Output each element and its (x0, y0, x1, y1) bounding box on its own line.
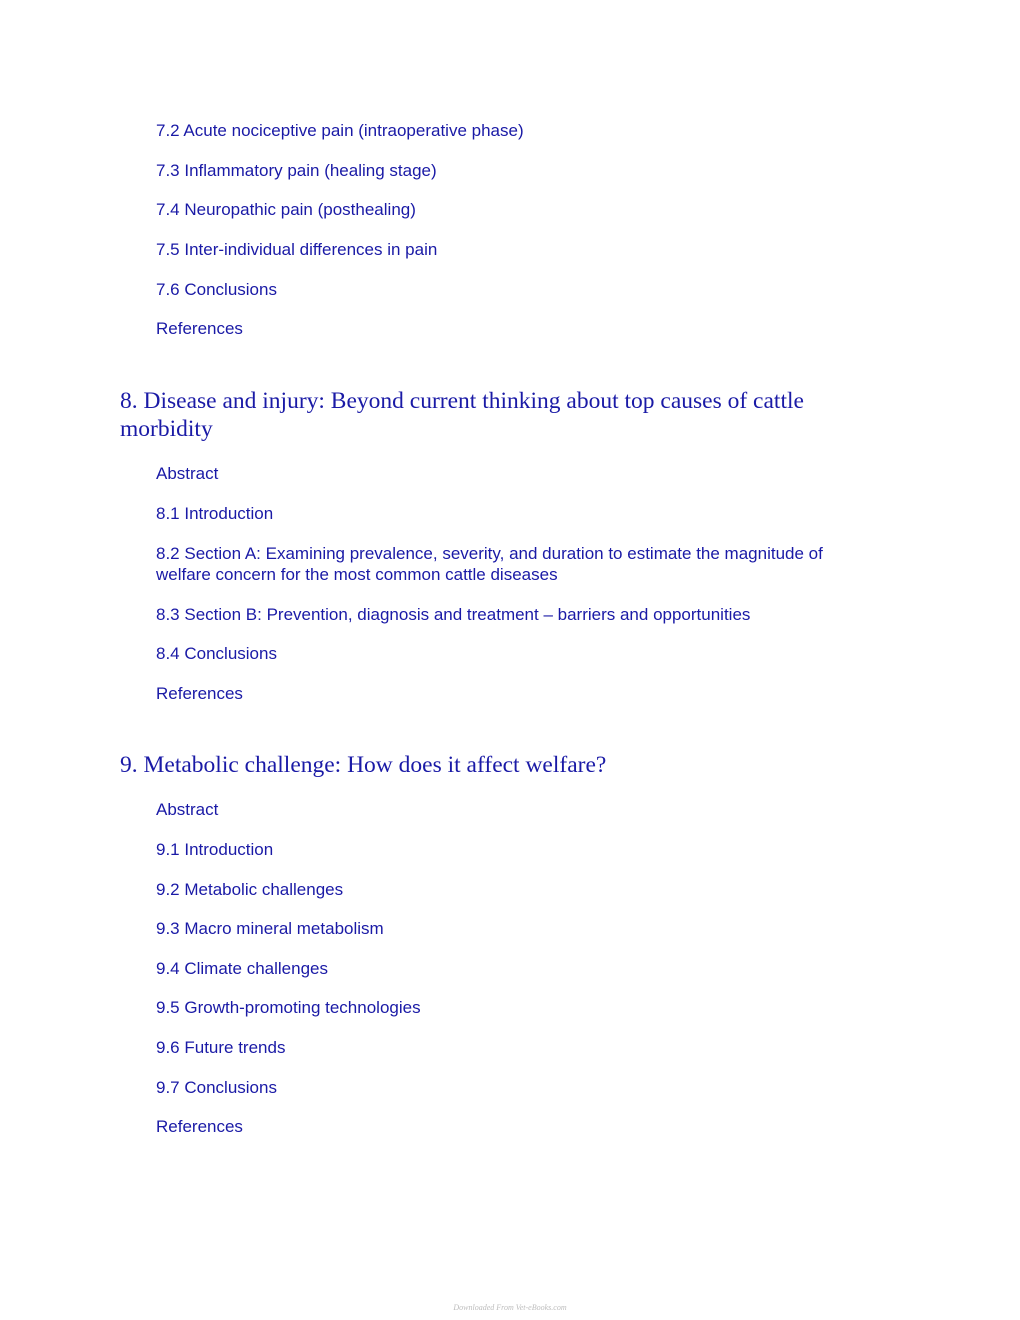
toc-link[interactable]: 9.6 Future trends (156, 1038, 286, 1057)
toc-link[interactable]: References (156, 319, 243, 338)
toc-entry-9-4[interactable] (156, 958, 876, 979)
toc-entry-8-2[interactable] (156, 543, 876, 585)
chapter-8-title[interactable] (120, 387, 880, 443)
toc-link[interactable]: References (156, 1117, 243, 1136)
toc-link[interactable]: 9.1 Introduction (156, 840, 274, 859)
toc-entry-8-3[interactable] (156, 604, 876, 625)
toc-link[interactable]: 9.3 Macro mineral metabolism (156, 919, 384, 938)
toc-entry-9-7[interactable] (156, 1077, 876, 1098)
toc-entry-9-3[interactable] (156, 918, 876, 939)
toc-entry-8-4[interactable] (156, 643, 876, 664)
toc-link[interactable]: 8.1 Introduction (156, 504, 274, 523)
toc-entry-9-references[interactable] (156, 1116, 876, 1137)
toc-entry-9-5[interactable] (156, 997, 876, 1018)
toc-entry-8-abstract[interactable] (156, 463, 876, 484)
toc-link[interactable]: Abstract (156, 800, 219, 819)
toc-link[interactable]: 8.4 Conclusions (156, 644, 277, 663)
toc-link[interactable]: 8. Disease and injury: Beyond current thinking about top causes of cattle morbidity (120, 388, 804, 442)
toc-link[interactable]: 9.5 Growth-promoting technologies (156, 998, 421, 1017)
toc-entry-7-references[interactable] (156, 318, 876, 339)
toc-entry-9-2[interactable] (156, 879, 876, 900)
toc-entry-9-1[interactable] (156, 839, 876, 860)
toc-link[interactable]: References (156, 684, 243, 703)
toc-entry-8-references[interactable] (156, 683, 876, 704)
chapter-9-title[interactable] (120, 751, 880, 779)
toc-link[interactable]: 7.5 Inter-individual differences in pain (156, 240, 438, 259)
toc-link[interactable]: 9.7 Conclusions (156, 1078, 277, 1097)
download-watermark: Downloaded From Vet-eBooks.com (453, 1303, 567, 1312)
toc-link[interactable]: 7.4 Neuropathic pain (posthealing) (156, 200, 416, 219)
toc-entry-7-3[interactable] (156, 160, 876, 181)
toc-entry-9-6[interactable] (156, 1037, 876, 1058)
toc-entry-7-2[interactable] (156, 120, 876, 141)
toc-entry-7-4[interactable] (156, 199, 876, 220)
toc-link[interactable]: 8.3 Section B: Prevention, diagnosis and treatment – barriers and opportunities (156, 605, 751, 624)
toc-link[interactable]: Abstract (156, 464, 219, 483)
toc-link[interactable]: 7.3 Inflammatory pain (healing stage) (156, 161, 437, 180)
toc-link[interactable]: 9. Metabolic challenge: How does it affect welfare? (120, 752, 607, 778)
toc-link[interactable]: 8.2 Section A: Examining prevalence, severity, and duration to estimate the magnitude of welfare concern for the most common cattle diseases (156, 544, 823, 584)
toc-entry-9-abstract[interactable] (156, 799, 876, 820)
toc-entry-7-6[interactable] (156, 279, 876, 300)
toc-link[interactable]: 7.6 Conclusions (156, 280, 277, 299)
toc-link[interactable]: 9.4 Climate challenges (156, 959, 328, 978)
toc-link[interactable]: 9.2 Metabolic challenges (156, 880, 344, 899)
toc-link[interactable]: 7.2 Acute nociceptive pain (intraoperative phase) (156, 121, 524, 140)
toc-entry-8-1[interactable] (156, 503, 876, 524)
toc-entry-7-5[interactable] (156, 239, 876, 260)
